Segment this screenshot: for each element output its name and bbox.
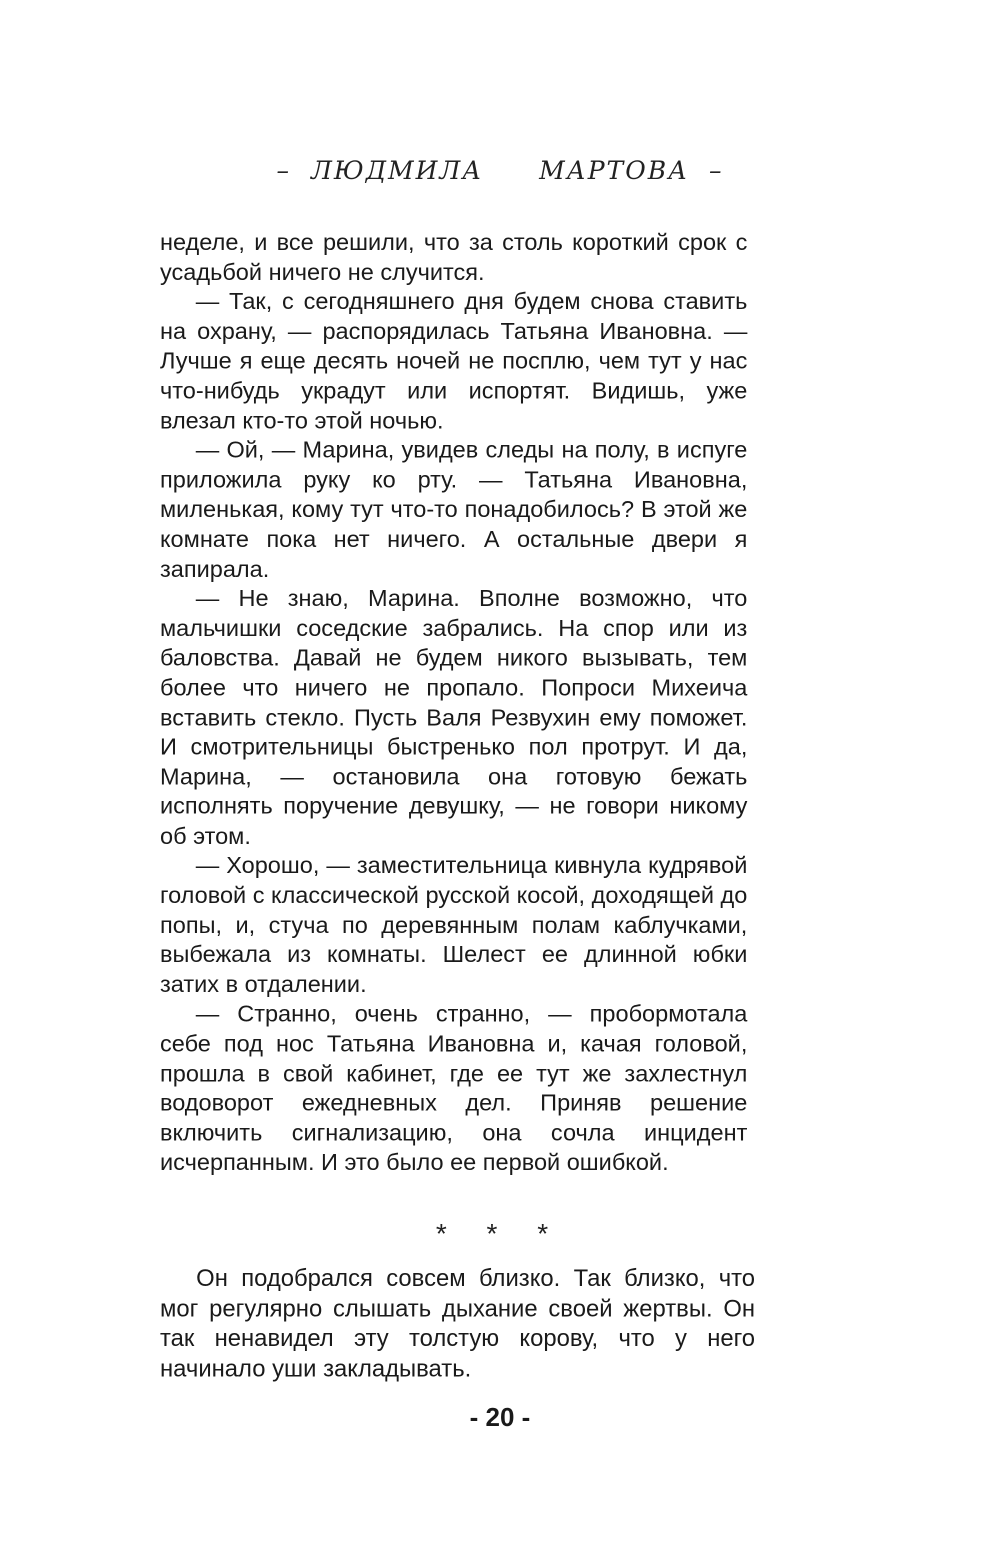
paragraph: — Странно, очень странно, — пробормотала себе под нос Татьяна Ивановна и, качая головой, прошла в свой кабинет, где ее тут же захлестнул водоворот ежедневных дел. Приняв решение включить сигнализацию, она сочла инцидент исчерпанным. И это было ее первой ошибкой. [160, 1001, 748, 1176]
paragraph: — Так, с сегодняшнего дня будем снова ставить на охрану, — распорядилась Татьяна Ивановна. — Лучше я еще десять ночей не посплю, чем тут у нас что-нибудь украдут или испортят. Видишь, уже влезал кто-то этой ночью. [160, 288, 748, 434]
page-number: - 20 - [469, 1402, 531, 1432]
paragraph-continuation: неделе, и все решили, что за столь короткий срок с усадьбой ничего не случится. [160, 229, 748, 286]
main-text [160, 228, 747, 1178]
running-head-dash-right: – [708, 156, 724, 185]
author-first-name: ЛЮДМИЛА [311, 156, 484, 185]
paragraph: — Ой, — Марина, увидев следы на полу, в испуге приложила руку ко рту. — Татьяна Ивановна, миленькая, кому тут что-то понадобилось? В этой же комнате пока нет ничего. А остальные двери я запирала. [160, 437, 748, 583]
paragraph: — Хорошо, — заместительница кивнула кудрявой головой с классической русской косой, доходящей до попы, и, стуча по деревянным полам каблучками, выбежала из комнаты. Шелест ее длинной юбки затих в отдалении. [160, 853, 748, 998]
running-head-dash-left: – [276, 156, 292, 185]
running-head [0, 156, 1000, 185]
section-separator: * * * [435, 1218, 565, 1249]
paragraph: Он подобрался совсем близко. Так близко, что мог регулярно слышать дыхание своей жертвы. Он так ненавидел эту толстую корову, что у него начинало уши закладывать. [160, 1265, 756, 1383]
author-last-name: МАРТОВА [539, 156, 689, 185]
section-text [160, 1264, 755, 1384]
paragraph: — Не знаю, Марина. Вполне возможно, что мальчишки соседские забрались. На спор или из баловства. Давай не будем никого вызывать, тем более что ничего не пропало. Попроси Михеича вставить стекло. Пусть Валя Резвухин ему поможет. И смотрительницы быстренько пол протрут. И да, Марина, — остановила она готовую бежать исполнять поручение девушку, — не говори никому об этом. [160, 585, 748, 850]
